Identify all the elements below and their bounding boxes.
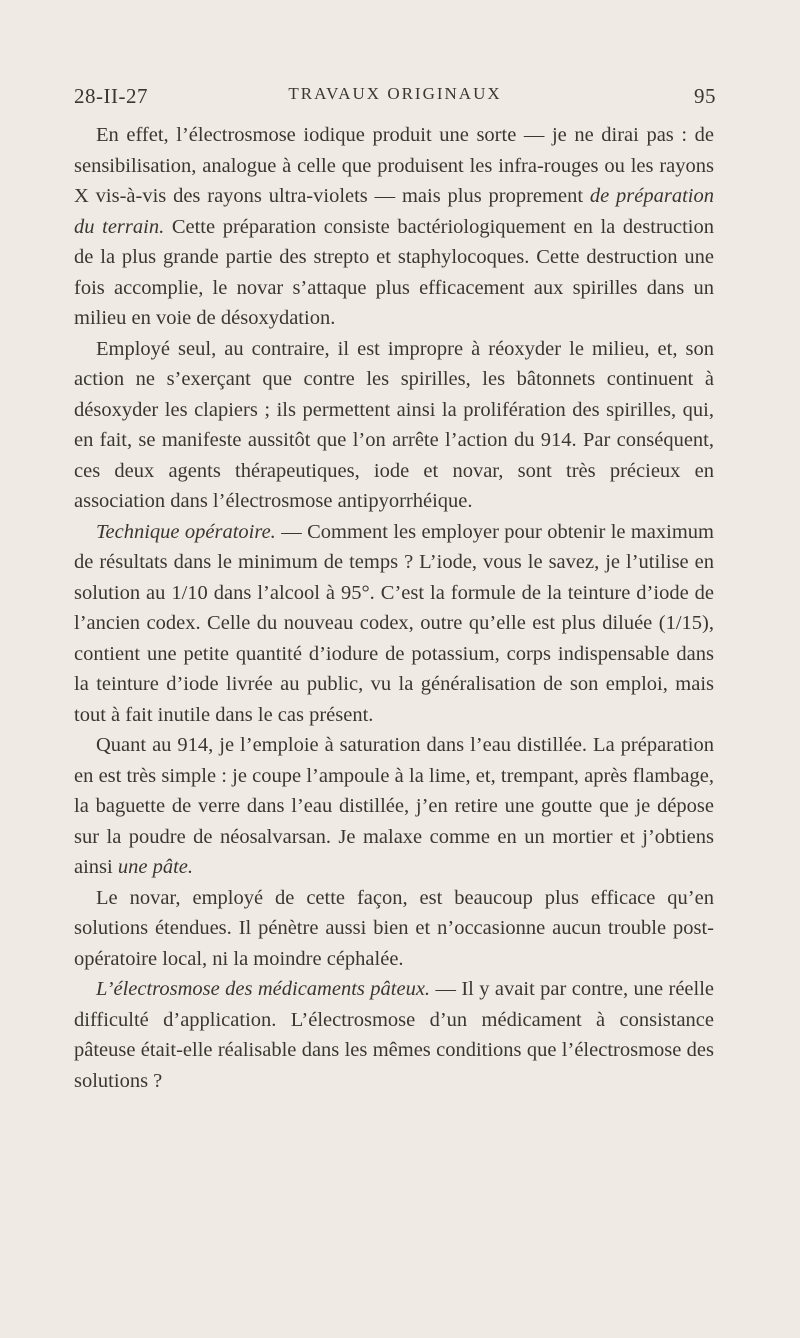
section-heading-electrosmose: L’électrosmose des médicaments pâteux. <box>96 978 431 1000</box>
paragraph-3: Technique opératoire. — Comment les employer pour obtenir le maximum de résultats dans le minimum de temps ? L’iode, vous le savez, je l’utilise en solution au 1/10 dans l’alcool à 95°. C’est la formule de la teinture d’iode de l’ancien codex. Celle du nouveau codex, outre qu’elle est plus diluée (1/15), contient une petite quantité d’iodure de potassium, corps indispensable dans la teinture d’iode livrée au public, vu la généralisation de son emploi, mais tout à fait inutile dans le cas présent. <box>74 520 714 726</box>
italic-phrase: une pâte. <box>117 856 193 878</box>
page-number: 95 <box>694 84 716 108</box>
paragraph-5: Le novar, employé de cette façon, est beaucoup plus efficace qu’en solutions étendues. Il pénètre aussi bien et n’occasionne aucun trouble post-opératoire local, ni la moindre céphalée. <box>74 886 714 970</box>
header-title: TRAVAUX ORIGINAUX <box>288 84 502 103</box>
running-header <box>74 84 716 114</box>
italic-phrase: de préparation du terrain. <box>74 185 715 238</box>
paragraph-4: Quant au 914, je l’emploie à saturation dans l’eau distillée. La préparation en est très simple : je coupe l’ampoule à la lime, et, trempant, après flambage, la baguette de verre dans l’eau distillée, j’en retire une goutte que je dépose sur la poudre de néosalvarsan. Je malaxe comme en un mortier et j’obtiens ainsi une pâte. <box>74 734 714 878</box>
paragraph-6: L’électrosmose des médicaments pâteux. — Il y avait par contre, une réelle difficulté d’application. L’électrosmose d’un médicament à consistance pâteuse était-elle réalisable dans les mêmes conditions que l’électrosmose des solutions ? <box>74 978 715 1092</box>
paragraph-1: En effet, l’électrosmose iodique produit une sorte — je ne dirai pas : de sensibilisation, analogue à celle que produisent les infra-rouges ou les rayons X vis-à-vis des rayons ultra-violets — mais plus proprement de préparation du terrain. Cette préparation consiste bactériologiquement en la destruction de la plus grande partie des strepto et staphylocoques. Cette destruction une fois accomplie, le novar s’attaque plus efficacement aux spirilles dans un milieu en voie de désoxydation. <box>74 124 715 329</box>
paragraph-2: Employé seul, au contraire, il est impropre à réoxyder le milieu, et, son action ne s’exerçant que contre les spirilles, les bâtonnets continuent à désoxyder les clapiers ; ils permettent ainsi la prolifération des spirilles, qui, en fait, se manifeste aussitôt que l’on arrête l’action du 914. Par conséquent, ces deux agents thérapeutiques, iode et novar, sont très précieux en association dans l’électrosmose antipyorrhéique. <box>74 337 714 512</box>
header-date: 28-II-27 <box>74 84 148 108</box>
body-text <box>74 120 714 1096</box>
section-heading-technique: Technique opératoire. <box>96 520 276 543</box>
